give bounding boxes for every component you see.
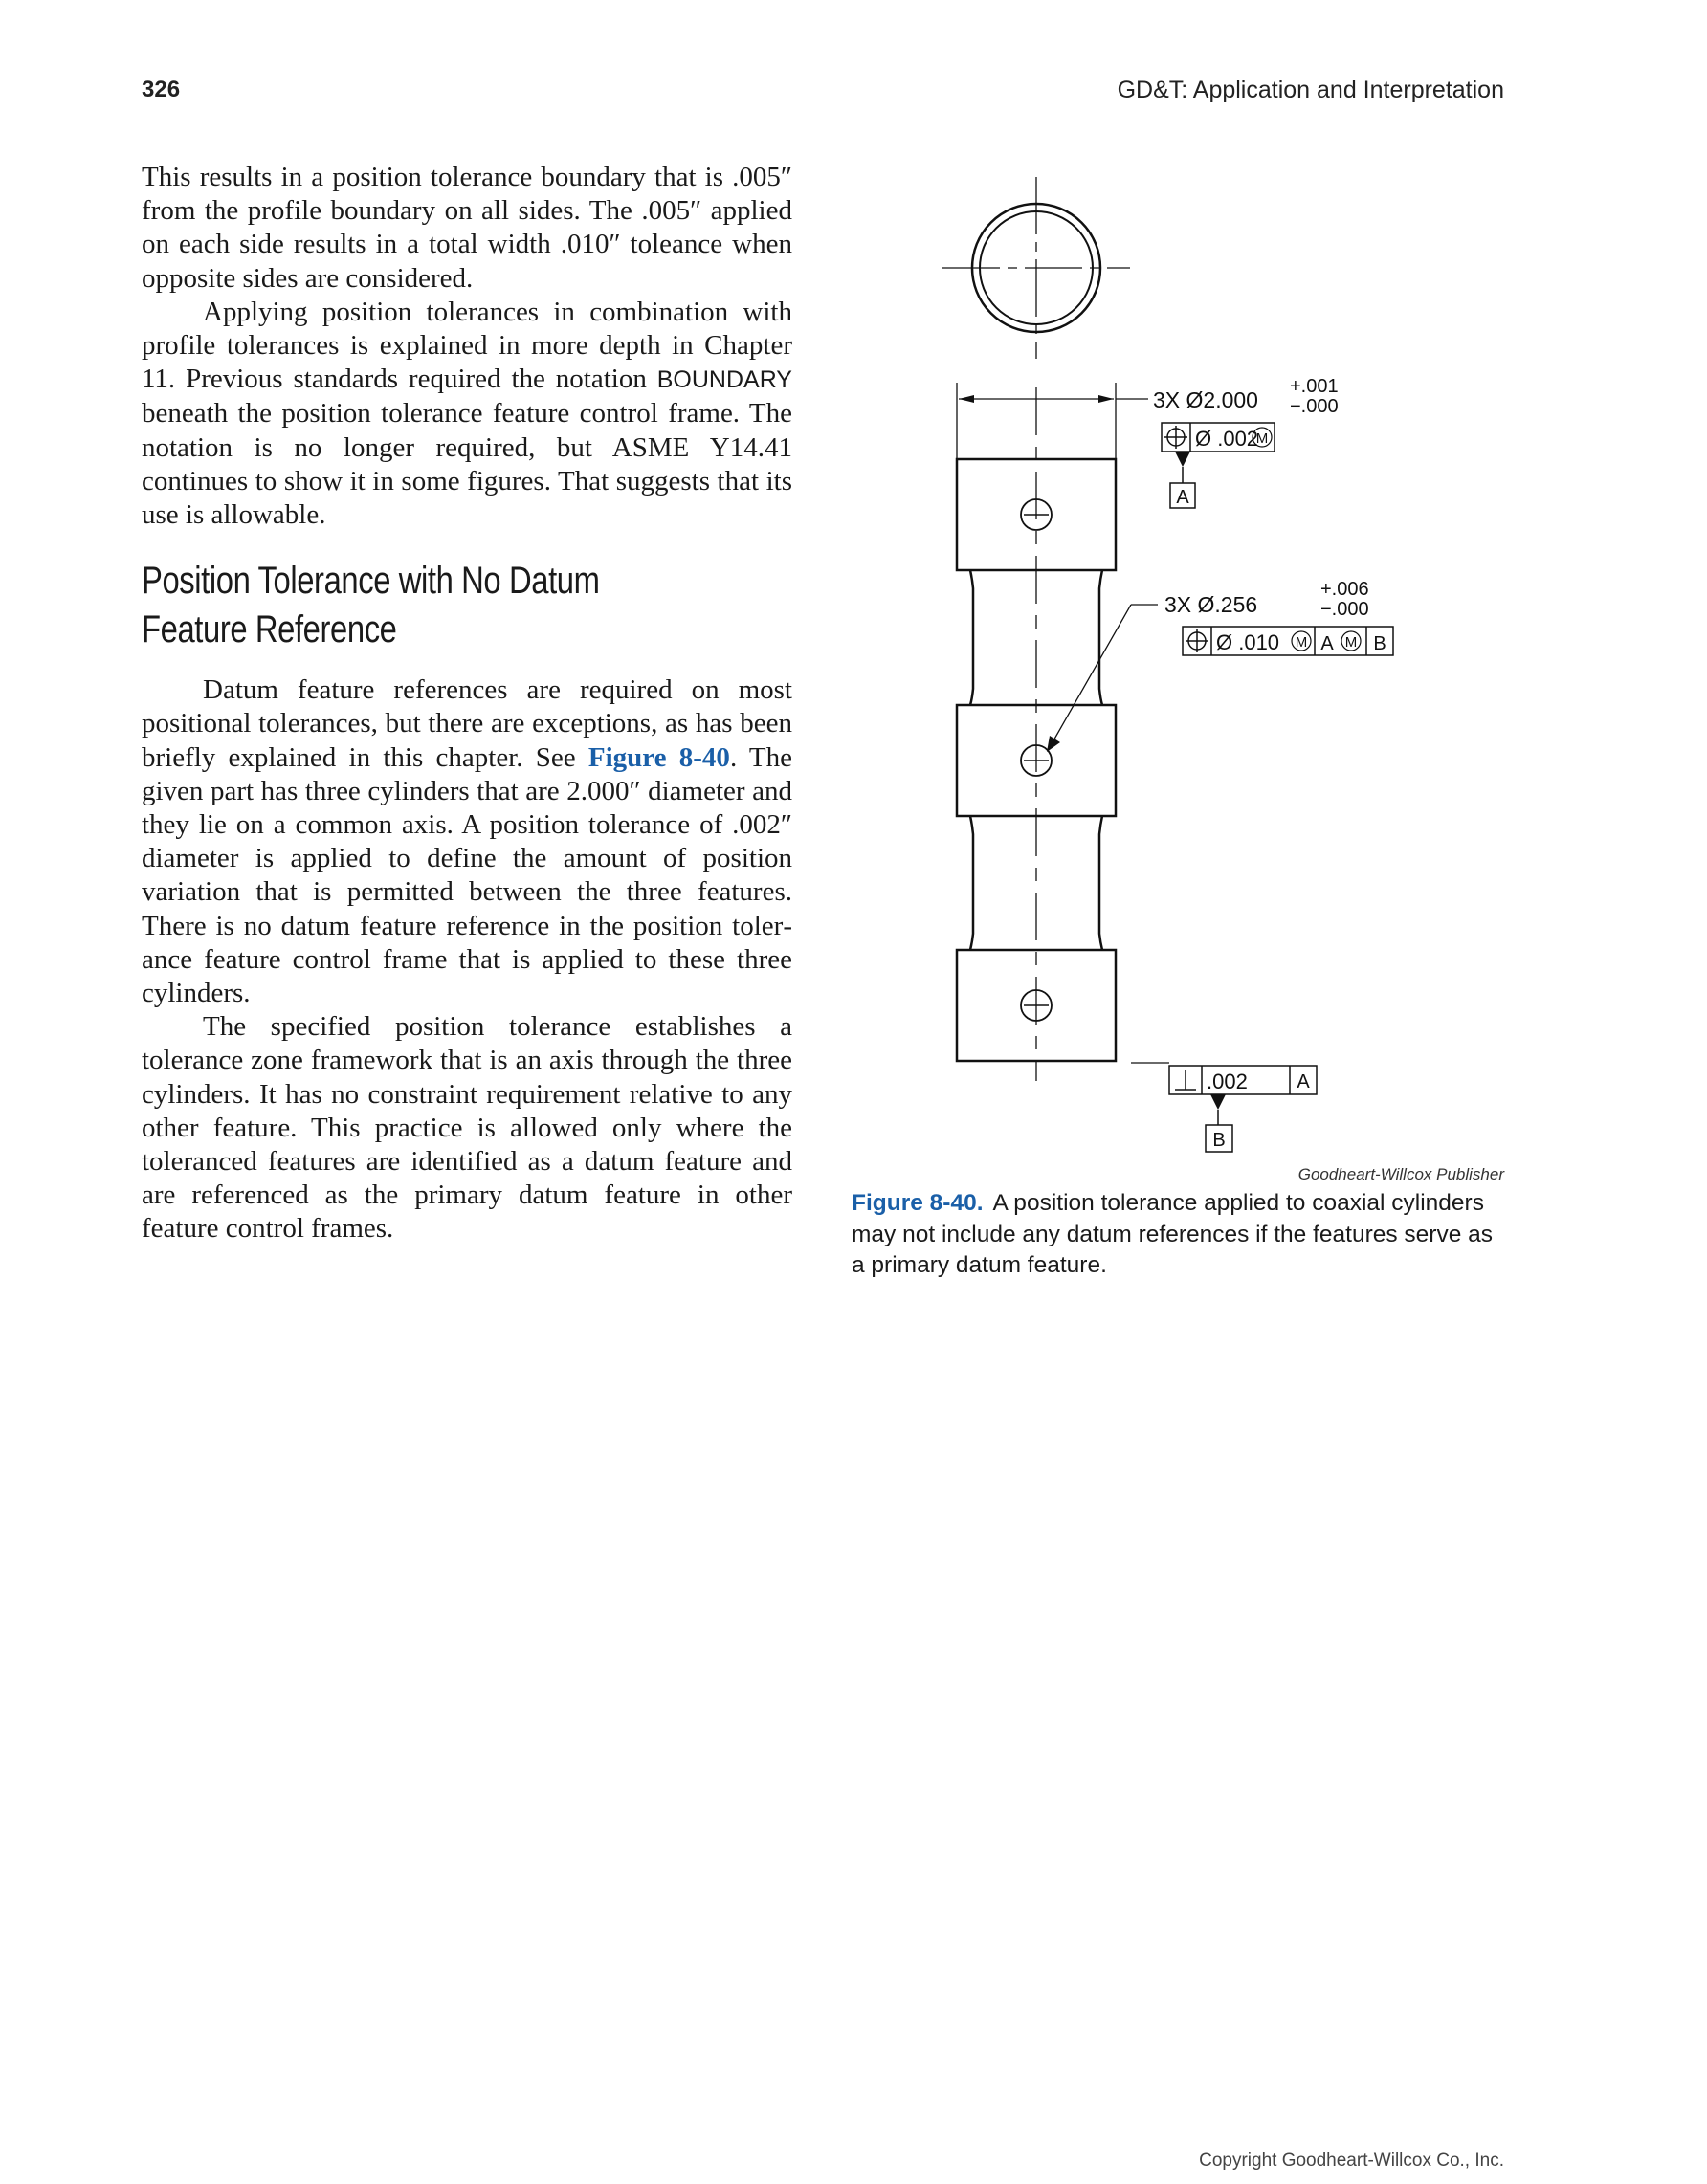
shaft-part xyxy=(957,387,1116,1081)
fcf-2-value: Ø .010 xyxy=(1216,630,1280,654)
paragraph-3-text-a: Datum feature references are required on most positional tolerances, but there are exceptions, as has been briefly explained in this chapter. See xyxy=(142,674,792,773)
section-heading-line-2: Feature Reference xyxy=(142,608,397,651)
section-heading xyxy=(142,557,676,654)
fcf-2-datum-a-modifier: M xyxy=(1344,634,1358,651)
fcf-1-modifier: M xyxy=(1255,430,1269,447)
paragraph-2-text-b: beneath the position tolerance feature control frame. The notation is no longer required, but ASME Y14.41 continues to show it in some figures. That suggests that its use is allowable. xyxy=(142,398,792,531)
copyright-footer: Copyright Goodheart-Willcox Co., Inc. xyxy=(1199,2151,1504,2171)
neck-bottom-right xyxy=(1099,816,1102,950)
dimension-1-plus: +.001 xyxy=(1290,376,1339,397)
datum-a-label: A xyxy=(1176,487,1189,508)
section-heading-line-1: Position Tolerance with No Datum xyxy=(142,560,600,603)
technical-drawing-svg xyxy=(919,158,1531,1181)
fcf-2-modifier: M xyxy=(1295,634,1308,651)
fcf-1-value: Ø .002 xyxy=(1195,427,1259,451)
arrowhead-left xyxy=(959,395,974,403)
hole-leader xyxy=(1047,605,1158,752)
datum-a-triangle xyxy=(1175,452,1190,467)
fcf-3-value: .002 xyxy=(1207,1070,1248,1093)
figure-reference-link[interactable]: Figure 8-40 xyxy=(587,741,730,773)
datum-b-label: B xyxy=(1212,1130,1226,1151)
leader-diagonal xyxy=(1049,605,1131,749)
paragraph-2-text-a: Applying position tolerances in combination with profile tolerances is explained in more depth in Chapter 11. Previous standards required the notation xyxy=(142,296,792,395)
running-head: GD&T: Application and Interpretation xyxy=(1117,77,1504,103)
dimension-2-minus: −.000 xyxy=(1320,599,1369,620)
figure-8-40-drawing xyxy=(919,158,1531,1181)
dimension-1-label: 3X Ø2.000 xyxy=(1153,387,1258,412)
page-number: 326 xyxy=(142,77,181,102)
datum-b-triangle xyxy=(1210,1094,1226,1110)
fcf-2-datum-b: B xyxy=(1373,633,1386,654)
figure-credit: Goodheart-Willcox Publisher xyxy=(1297,1165,1504,1183)
dimension-2-label: 3X Ø.256 xyxy=(1164,592,1258,617)
arrowhead-right xyxy=(1098,395,1114,403)
boundary-notation: BOUNDARY xyxy=(656,366,792,394)
dimension-1-minus: −.000 xyxy=(1290,396,1339,417)
fcf-2 xyxy=(1183,627,1393,655)
paragraph-4: The specified position tolerance establishes a tolerance zone framework that is an axis through the three cylinders. It has no constraint requirement relative to any other feature. This practice is allowed only where the toleranced features are identified as a datum feature and are referenced as the primary datum feature in other feature control frames. xyxy=(142,1011,792,1245)
neck-top-right xyxy=(1099,570,1102,705)
neck-bottom-left xyxy=(970,816,973,950)
fcf-2-datum-a: A xyxy=(1320,633,1334,654)
paragraph-3 xyxy=(142,673,792,1010)
paragraph-1: This results in a position tolerance boundary that is .005″ from the profile boundary on all sides. The .005″ applied on each side results in a total width .010″ toleance when opposite sides are considered. xyxy=(142,162,792,294)
paragraph-2 xyxy=(142,296,792,532)
leader-arrowhead xyxy=(1047,736,1060,752)
fcf-3-datum: A xyxy=(1297,1071,1310,1092)
figure-caption-label: Figure 8-40. xyxy=(852,1190,984,1216)
neck-top-left xyxy=(970,570,973,705)
end-view xyxy=(942,177,1130,359)
body-text-column xyxy=(142,161,792,1246)
figure-caption xyxy=(852,1188,1512,1282)
dimension-2-plus: +.006 xyxy=(1320,579,1369,600)
figure-caption-text: A position tolerance applied to coaxial cylinders may not include any datum references if the features serve as a primary datum feature. xyxy=(852,1190,1494,1278)
paragraph-3-text-b: . The given part has three cylinders that are 2.000″ diameter and they lie on a common axis. A position tolerance of .002″ diameter is applied to define the amount of position variation that is permitted between the three features. There is no datum feature reference in the position tolerance feature control frame that is applied to these three cylinders. xyxy=(142,741,793,1009)
fcf-2-frame xyxy=(1183,627,1393,655)
dimension-2000 xyxy=(957,383,1148,464)
